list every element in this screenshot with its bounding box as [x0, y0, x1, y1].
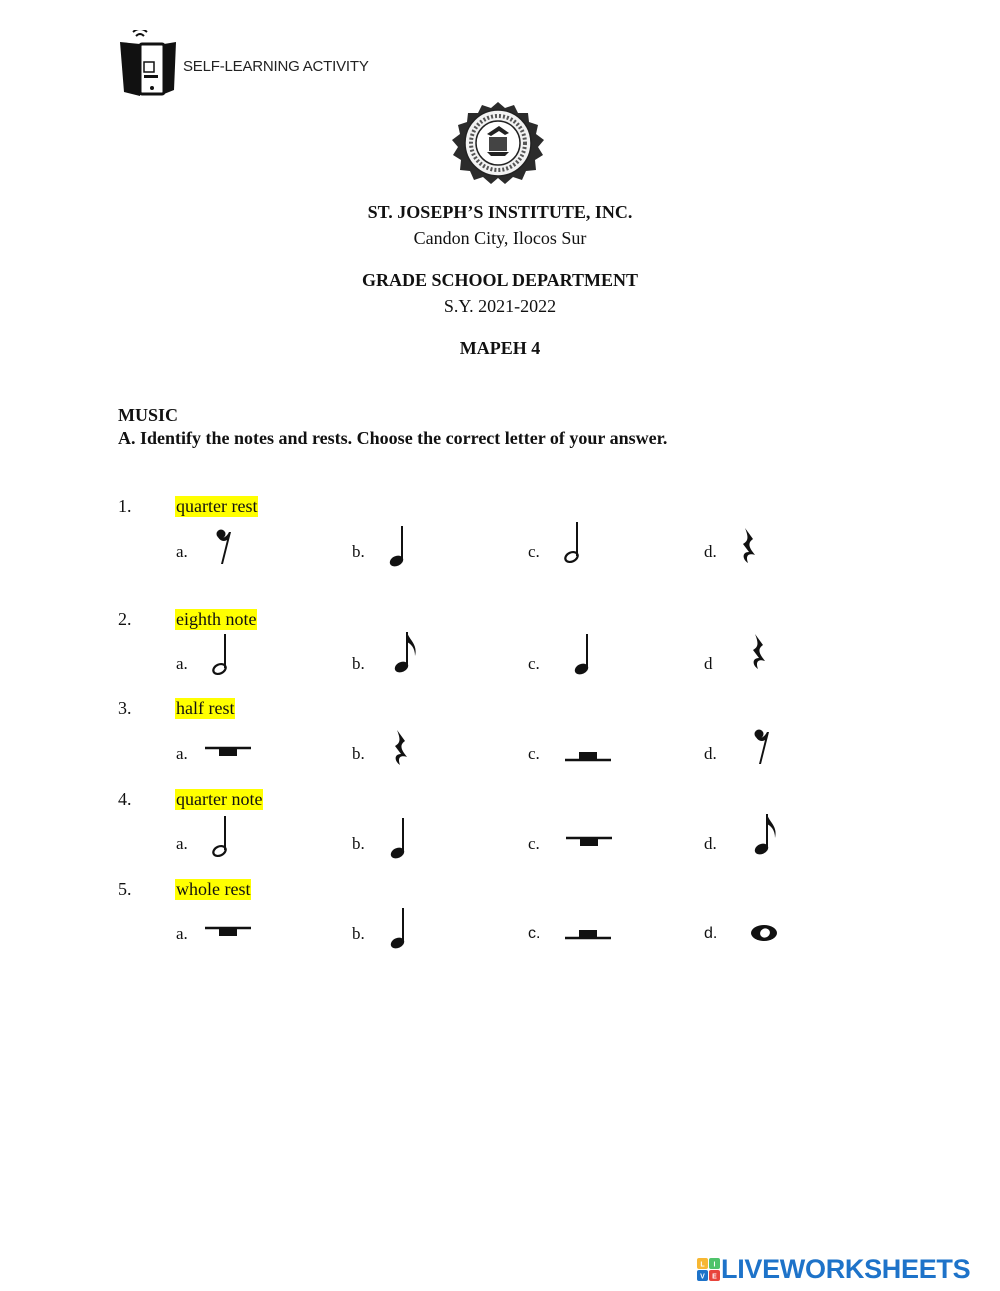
option-letter: d.: [704, 834, 717, 853]
option-letter: d.: [704, 542, 717, 561]
eighth-note-icon: [750, 812, 780, 856]
option-letter: a.: [176, 654, 188, 673]
badge-letter-e: E: [712, 1273, 717, 1280]
department-title: GRADE SCHOOL DEPARTMENT: [361, 270, 639, 290]
option-letter: d.: [704, 925, 718, 942]
option-letter: c.: [528, 744, 540, 763]
whole-rest-icon: [566, 828, 614, 850]
question-number: 3.: [118, 698, 132, 718]
quarter-note-icon: [570, 632, 598, 676]
question-number: 1.: [118, 496, 132, 516]
half-note-icon: [560, 520, 588, 564]
option-letter: b.: [352, 542, 365, 561]
eighth-note-icon: [390, 630, 420, 674]
instruction-text: A. Identify the notes and rests. Choose the correct letter of your answer.: [118, 428, 668, 448]
eighth-rest-icon: [750, 726, 774, 766]
brand-name: LIVEWORKSHEETS: [721, 1254, 971, 1284]
option-letter: c.: [528, 925, 541, 942]
eighth-rest-icon: [212, 526, 236, 566]
liveworksheets-logo: [697, 1254, 970, 1285]
answer-input[interactable]: quarter rest: [176, 496, 258, 516]
option-letter: a.: [176, 542, 188, 561]
question-number: 4.: [118, 789, 132, 809]
quarter-rest-icon: [388, 728, 412, 768]
option-letter: a.: [176, 834, 188, 853]
option-letter: d: [704, 654, 713, 673]
answer-input[interactable]: whole rest: [176, 879, 251, 899]
badge-letter-l: L: [700, 1261, 705, 1268]
option-letter: b.: [352, 744, 365, 763]
whole-note-icon: [750, 923, 780, 943]
school-year: S.Y. 2021-2022: [443, 296, 557, 316]
option-letter: c.: [528, 654, 540, 673]
option-letter: a.: [176, 744, 188, 763]
half-note-icon: [208, 814, 236, 860]
book-tablet-icon: [118, 30, 180, 98]
half-note-icon: [208, 632, 236, 676]
school-location: Candon City, Ilocos Sur: [413, 228, 587, 248]
live-badge-icon: [697, 1258, 721, 1282]
school-seal-icon: [443, 100, 553, 190]
quarter-rest-icon: [746, 632, 770, 672]
quarter-rest-icon: [736, 526, 760, 566]
half-rest-icon: [565, 742, 613, 764]
quarter-note-icon: [386, 816, 414, 860]
quarter-note-icon: [386, 906, 414, 950]
whole-rest-icon: [205, 738, 253, 760]
badge-letter-i: I: [713, 1261, 716, 1268]
answer-input[interactable]: quarter note: [176, 789, 263, 809]
whole-rest-icon: [205, 918, 253, 940]
question-number: 5.: [118, 879, 132, 899]
answer-input[interactable]: eighth note: [176, 609, 257, 629]
header-label: SELF-LEARNING ACTIVITY: [183, 58, 369, 75]
question-number: 2.: [118, 609, 132, 629]
option-letter: b.: [352, 654, 365, 673]
section-title: MUSIC: [118, 405, 179, 425]
option-letter: c.: [528, 834, 540, 853]
option-letter: d.: [704, 744, 717, 763]
answer-input[interactable]: half rest: [176, 698, 235, 718]
option-letter: b.: [352, 834, 365, 853]
quarter-note-icon: [385, 524, 413, 568]
half-rest-icon: [565, 920, 613, 942]
subject-title: MAPEH 4: [459, 338, 541, 358]
badge-letter-v: V: [700, 1273, 705, 1280]
option-letter: b.: [352, 924, 365, 943]
option-letter: c.: [528, 542, 540, 561]
school-name: ST. JOSEPH’S INSTITUTE, INC.: [367, 202, 633, 222]
option-letter: a.: [176, 924, 188, 943]
